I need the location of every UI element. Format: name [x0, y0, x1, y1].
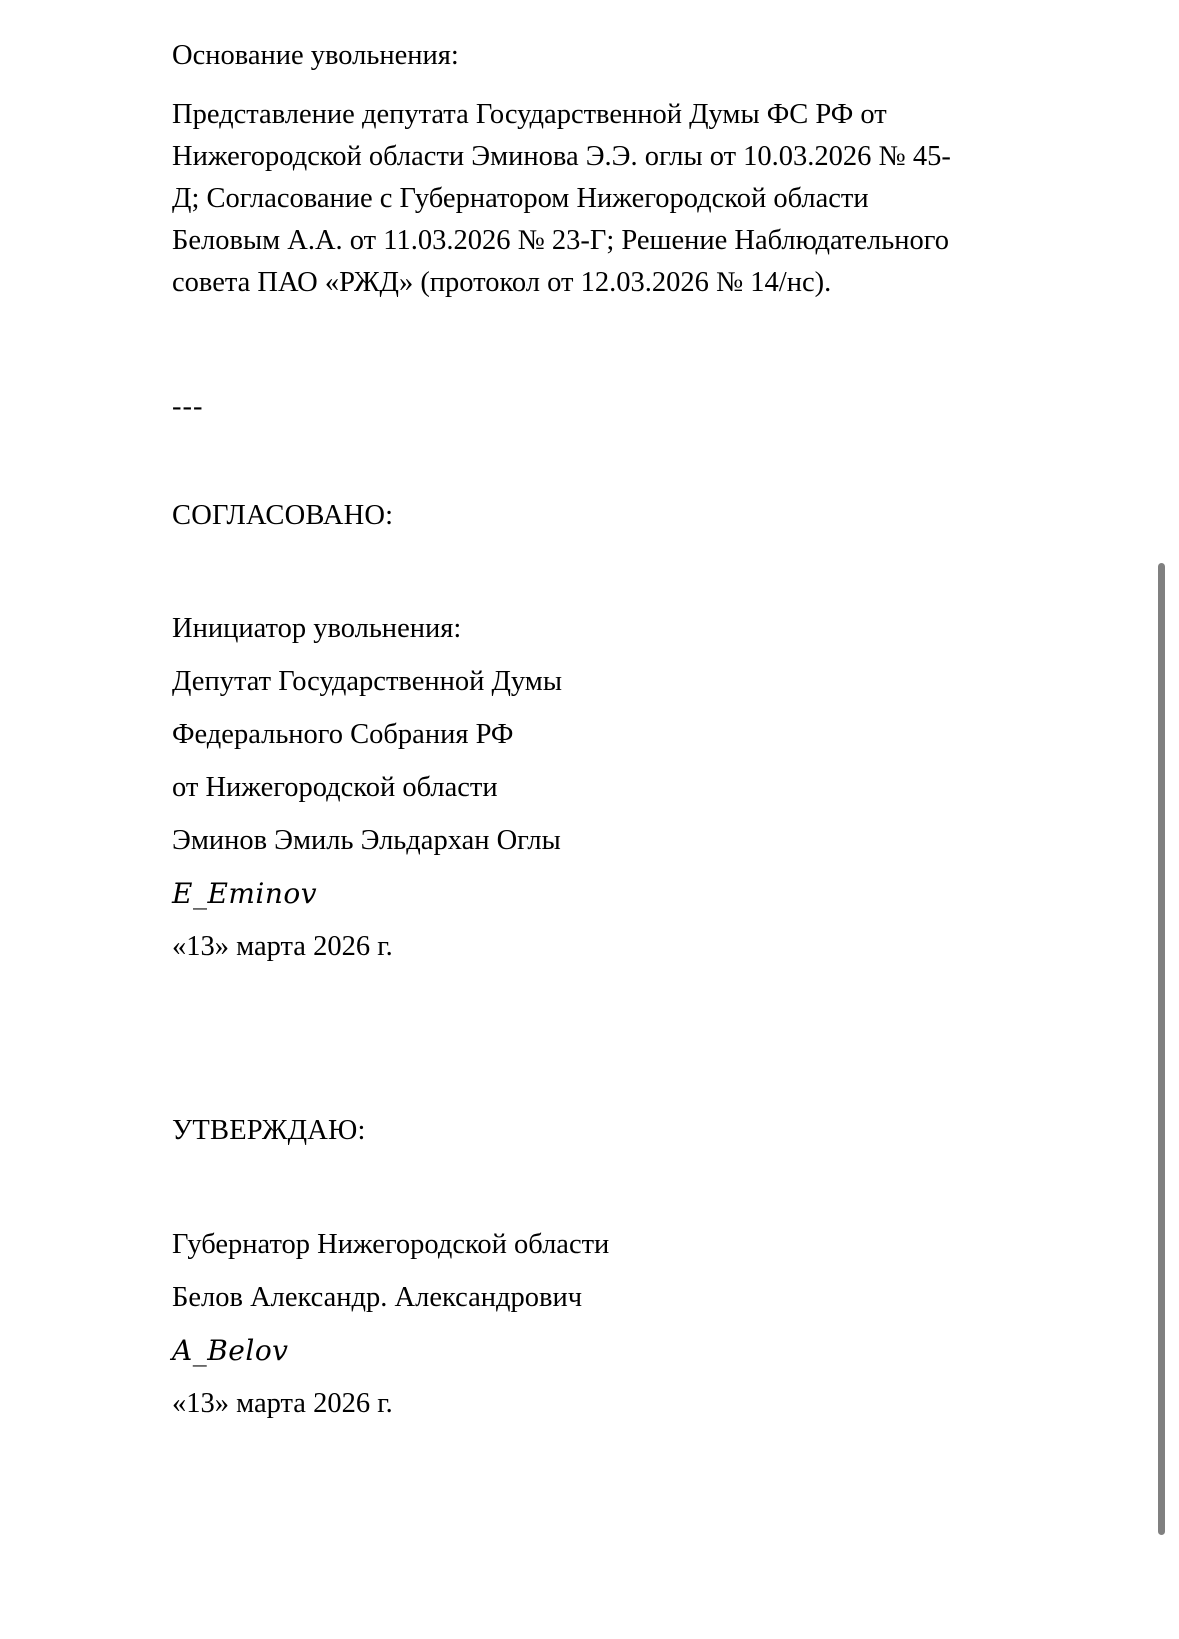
- vertical-scrollbar-track[interactable]: [1158, 0, 1165, 1639]
- initiator-role-label: Инициатор увольнения:: [172, 613, 462, 644]
- approver-name: Белов Александр. Александрович: [172, 1282, 583, 1313]
- basis-label: Основание увольнения:: [172, 40, 459, 71]
- initiator-name: Эминов Эмиль Эльдархан Оглы: [172, 825, 561, 856]
- approve-heading: УТВЕРЖДАЮ:: [172, 1115, 366, 1146]
- approve-section: [172, 1117, 366, 1146]
- initiator-role-line-2: Федерального Собрания РФ: [172, 719, 514, 750]
- initiator-date: «13» марта 2026 г.: [172, 931, 393, 962]
- basis-text-wrapper: [172, 94, 972, 304]
- separator-wrapper: [172, 393, 203, 422]
- initiator-role-line-1: Депутат Государственной Думы: [172, 666, 562, 697]
- basis-section: [172, 42, 459, 71]
- approver-block: [172, 1231, 609, 1443]
- approver-role: Губернатор Нижегородской области: [172, 1229, 610, 1260]
- initiator-signature: E_Eminov: [172, 877, 318, 910]
- agreed-heading: СОГЛАСОВАНО:: [172, 500, 394, 531]
- agreed-section: [172, 502, 393, 531]
- section-separator: ---: [172, 391, 204, 422]
- initiator-role-line-3: от Нижегородской области: [172, 772, 498, 803]
- approver-signature: A_Belov: [172, 1334, 289, 1367]
- approver-date: «13» марта 2026 г.: [172, 1388, 393, 1419]
- vertical-scrollbar-thumb[interactable]: [1158, 563, 1165, 1535]
- initiator-block: [172, 615, 562, 986]
- basis-text: Представление депутата Государственной Думы ФС РФ от Нижегородской области Эминова Э.Э. оглы от 10.03.2026 № 45-Д; Согласование с Губернатором Нижегородской области Беловым А.А. от 11.03.2026 № 23-Г; Решение Наблюдательного совета ПАО «РЖД» (протокол от 12.03.2026 № 14/нс).: [172, 99, 957, 298]
